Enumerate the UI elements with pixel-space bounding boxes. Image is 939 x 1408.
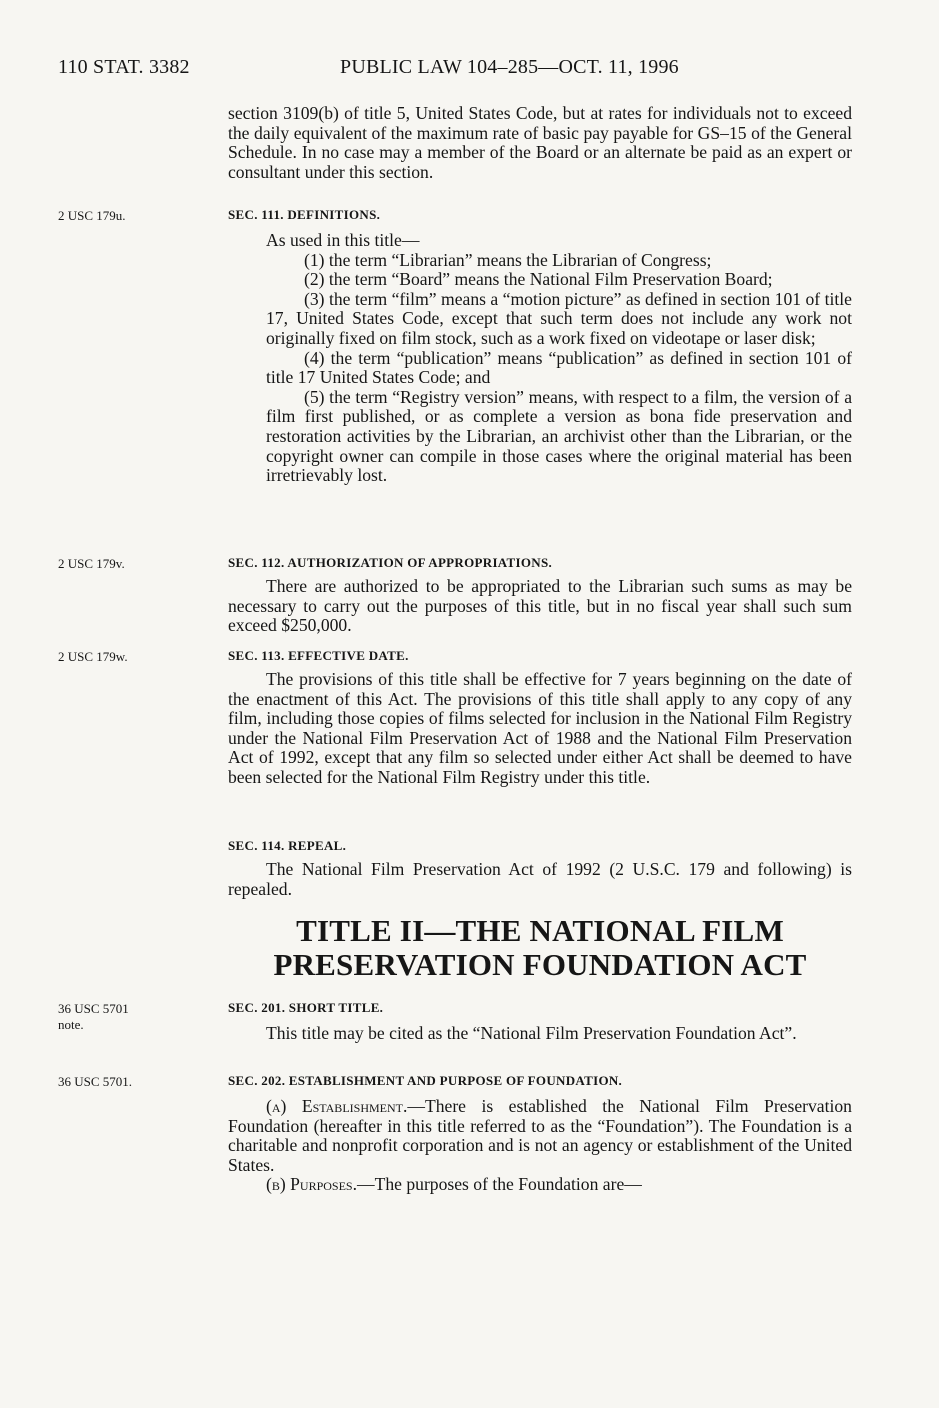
definition-item: (4) the term “publication” means “publication” as defined in section 101 of title 17 United States Code; and	[266, 347, 852, 388]
section-text: The provisions of this title shall be effective for 7 years beginning on the date of the enactment of this Act. The provisions of this title shall apply to any copy of any film, including those copies of films selected for inclusion in the National Film Registry under the National Film Preservation Act of 1988 and the National Film Preservation Act of 1992, except that any film so selected under either Act shall be deemed to have been selected for the National Film Registry under this title.	[228, 669, 852, 787]
definition-item: (3) the term “film” means a “motion picture” as defined in section 101 of title 17, United States Code, except that such term does not include any work not originally fixed on film stock, such as a work fixed on videotape or laser disk;	[266, 288, 852, 348]
margin-note-sec-201	[58, 1001, 198, 1033]
section-heading: SEC. 202. ESTABLISHMENT AND PURPOSE OF FOUNDATION.	[228, 1073, 623, 1088]
section-113	[228, 648, 852, 788]
definition-item: (2) the term “Board” means the National Film Preservation Board;	[304, 269, 773, 290]
margin-note-sec-111: 2 USC 179u.	[58, 208, 126, 223]
subsection-label: (b) Purposes.	[266, 1174, 357, 1195]
definitions-lead: As used in this title—	[266, 230, 420, 250]
page-number-header: 110 STAT. 3382	[58, 56, 190, 78]
subsection-text: —There is established the National Film Preservation Foundation (hereafter in this title referred to as the “Foundation”). The Foundation is a charitable and nonprofit corporation and is not an agency or establishment of the United States.	[228, 1096, 852, 1175]
intro-text: section 3109(b) of title 5, United States Code, but at rates for individuals not to exceed the daily equivalent of the maximum rate of basic pay payable for GS–15 of the General Schedule. In no case may a member of the Board or an alternate be paid as an expert or consultant under this section.	[228, 103, 852, 182]
definition-item: (5) the term “Registry version” means, with respect to a film, the version of a film first published, or as complete a version as bona fide preservation and restoration activities by the Librarian, an archivist other than the Librarian, or the copyright owner can compile in those cases where the original material has been irretrievably lost.	[266, 386, 852, 486]
law-citation-header: PUBLIC LAW 104–285—OCT. 11, 1996	[340, 56, 679, 78]
margin-note-line: note.	[58, 1017, 84, 1032]
section-text: There are authorized to be appropriated to the Librarian such sums as may be necessary to carry out the purposes of this title, but in no fiscal year shall such sum exceed $250,000.	[228, 576, 852, 636]
intro-paragraph	[228, 104, 852, 182]
section-202	[228, 1073, 852, 1195]
section-112	[228, 555, 852, 636]
title-line: PRESERVATION FOUNDATION ACT	[273, 947, 807, 982]
section-heading: SEC. 114. REPEAL.	[228, 838, 347, 853]
margin-note-sec-112: 2 USC 179v.	[58, 556, 125, 571]
section-text: This title may be cited as the “National Film Preservation Foundation Act”.	[266, 1023, 797, 1043]
section-111	[228, 207, 852, 486]
section-heading: SEC. 201. SHORT TITLE.	[228, 1000, 384, 1015]
title-line: TITLE II—THE NATIONAL FILM	[296, 913, 784, 948]
definition-item: (1) the term “Librarian” means the Librarian of Congress;	[304, 249, 712, 270]
section-heading: SEC. 113. EFFECTIVE DATE.	[228, 648, 409, 663]
section-heading: SEC. 112. AUTHORIZATION OF APPROPRIATIONS.	[228, 555, 553, 570]
title-ii-heading	[190, 914, 890, 982]
margin-note-sec-202: 36 USC 5701.	[58, 1074, 133, 1089]
definitions-block	[228, 231, 852, 486]
subsection-text: —The purposes of the Foundation are—	[357, 1174, 642, 1195]
section-heading: SEC. 111. DEFINITIONS.	[228, 207, 381, 222]
subsection-a	[228, 1097, 852, 1175]
subsection-label: (a) Establishment.	[266, 1096, 408, 1116]
margin-note-line: 36 USC 5701	[58, 1001, 129, 1016]
subsection-b	[228, 1175, 852, 1195]
margin-note-sec-113: 2 USC 179w.	[58, 649, 128, 664]
section-text: The National Film Preservation Act of 1992 (2 U.S.C. 179 and following) is repealed.	[228, 859, 852, 899]
section-114	[228, 838, 852, 899]
section-201	[228, 1000, 852, 1044]
